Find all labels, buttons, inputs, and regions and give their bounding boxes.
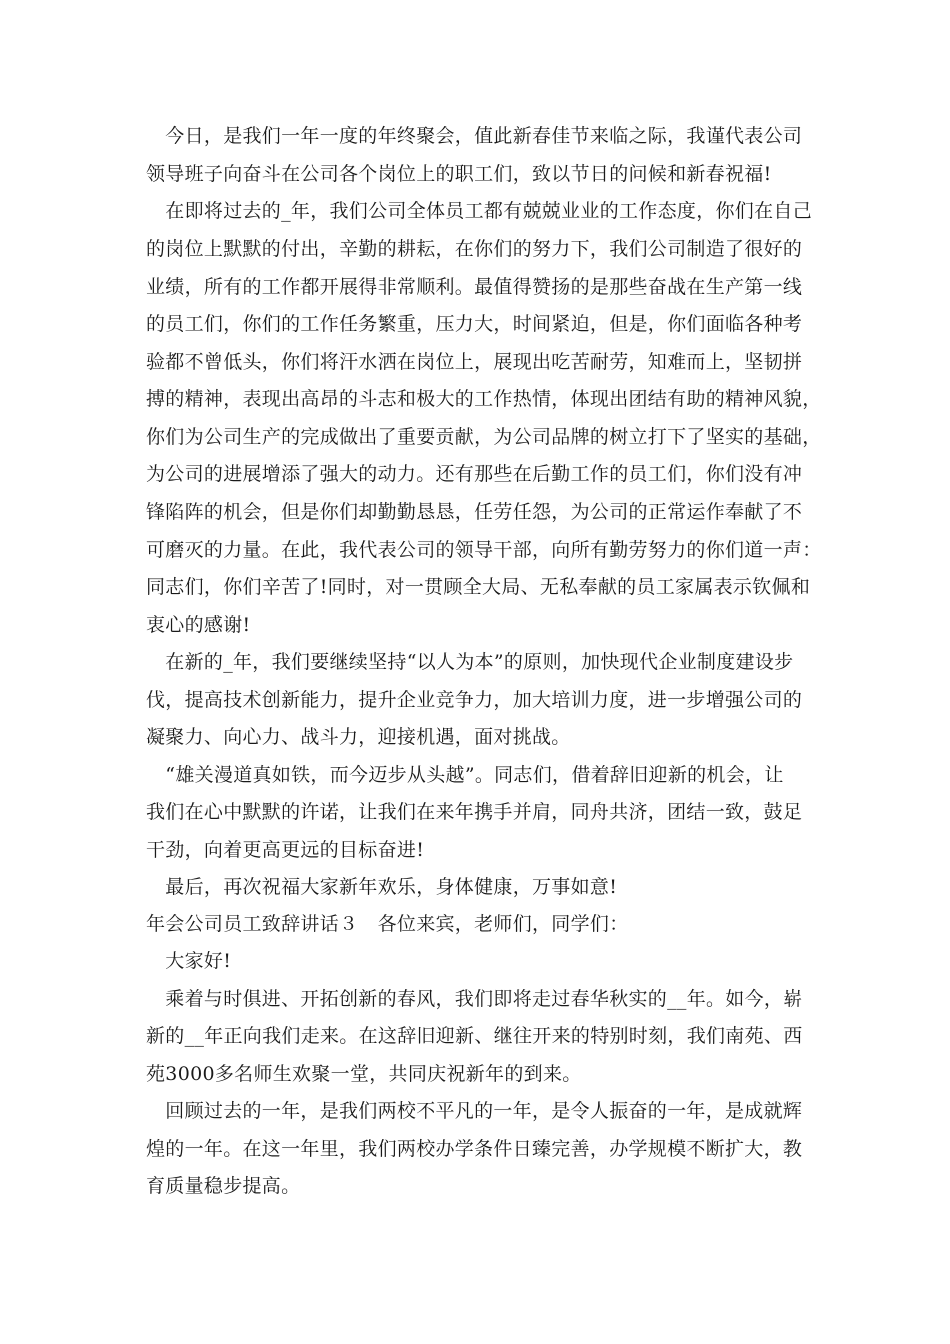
text-line: 同志们，你们辛苦了!同时，对一贯顾全大局、无私奉献的员工家属表示钦佩和 — [146, 576, 811, 598]
text-line: 业绩，所有的工作都开展得非常顺利。最值得赞扬的是那些奋战在生产第一线 — [146, 276, 803, 298]
text-line: 回顾过去的一年，是我们两校不平凡的一年，是令人振奋的一年，是成就辉 — [146, 1100, 803, 1122]
text-line: 干劲，向着更高更远的目标奋进! — [146, 839, 425, 861]
text-line: 为公司的进展增添了强大的动力。还有那些在后勤工作的员工们，你们没有冲 — [146, 463, 803, 485]
text-line: 可磨灭的力量。在此，我代表公司的领导干部，向所有勤劳努力的你们道一声： — [146, 539, 822, 561]
text-line: 我们在心中默默的许诺，让我们在来年携手并肩，同舟共济，团结一致，鼓足 — [146, 801, 803, 823]
text-line: 煌的一年。在这一年里，我们两校办学条件日臻完善，办学规模不断扩大，教 — [146, 1138, 803, 1160]
text-line: 你们为公司生产的完成做出了重要贡献，为公司品牌的树立打下了坚实的基础， — [146, 426, 822, 448]
text-line: 最后，再次祝福大家新年欢乐，身体健康，万事如意! — [146, 876, 618, 898]
text-line: 的员工们，你们的工作任务繁重，压力大，时间紧迫，但是，你们面临各种考 — [146, 313, 803, 335]
text-line: 在新的_年，我们要继续坚持“以人为本”的原则，加快现代企业制度建设步 — [146, 651, 794, 673]
text-line: 大家好! — [146, 950, 232, 972]
text-line: 验都不曾低头，你们将汗水洒在岗位上，展现出吃苦耐劳，知难而上，坚韧拼 — [146, 351, 803, 373]
text-line: 年会公司员工致辞讲话３ 各位来宾，老师们，同学们： — [146, 913, 629, 935]
text-line: 伐，提高技术创新能力，提升企业竞争力，加大培训力度，进一步增强公司的 — [146, 689, 803, 711]
text-line: 育质量稳步提高。 — [146, 1175, 301, 1197]
text-line: 凝聚力、向心力、战斗力，迎接机遇，面对挑战。 — [146, 726, 571, 748]
text-line: 新的__年正向我们走来。在这辞旧迎新、继往开来的特别时刻，我们南苑、西 — [146, 1025, 803, 1047]
text-line: 今日，是我们一年一度的年终聚会，值此新春佳节来临之际，我谨代表公司 — [146, 125, 803, 147]
text-line: 在即将过去的_年，我们公司全体员工都有兢兢业业的工作态度，你们在自己 — [146, 200, 813, 222]
text-line: 的岗位上默默的付出，辛勤的耕耘，在你们的努力下，我们公司制造了很好的 — [146, 238, 803, 260]
text-line: 乘着与时俱进、开拓创新的春风，我们即将走过春华秋实的__年。如今，崭 — [146, 988, 803, 1010]
text-line: 搏的精神，表现出高昂的斗志和极大的工作热情，体现出团结有助的精神风貌， — [146, 388, 822, 410]
text-line: “雄关漫道真如铁，而今迈步从头越”。同志们，借着辞旧迎新的机会，让 — [146, 764, 784, 786]
text-line: 苑3000多名师生欢聚一堂，共同庆祝新年的到来。 — [146, 1063, 582, 1085]
text-line: 领导班子向奋斗在公司各个岗位上的职工们，致以节日的问候和新春祝福! — [146, 163, 772, 185]
text-line: 衷心的感谢! — [146, 614, 251, 636]
text-line: 锋陷阵的机会，但是你们却勤勤恳恳，任劳任怨，为公司的正常运作奉献了不 — [146, 501, 803, 523]
